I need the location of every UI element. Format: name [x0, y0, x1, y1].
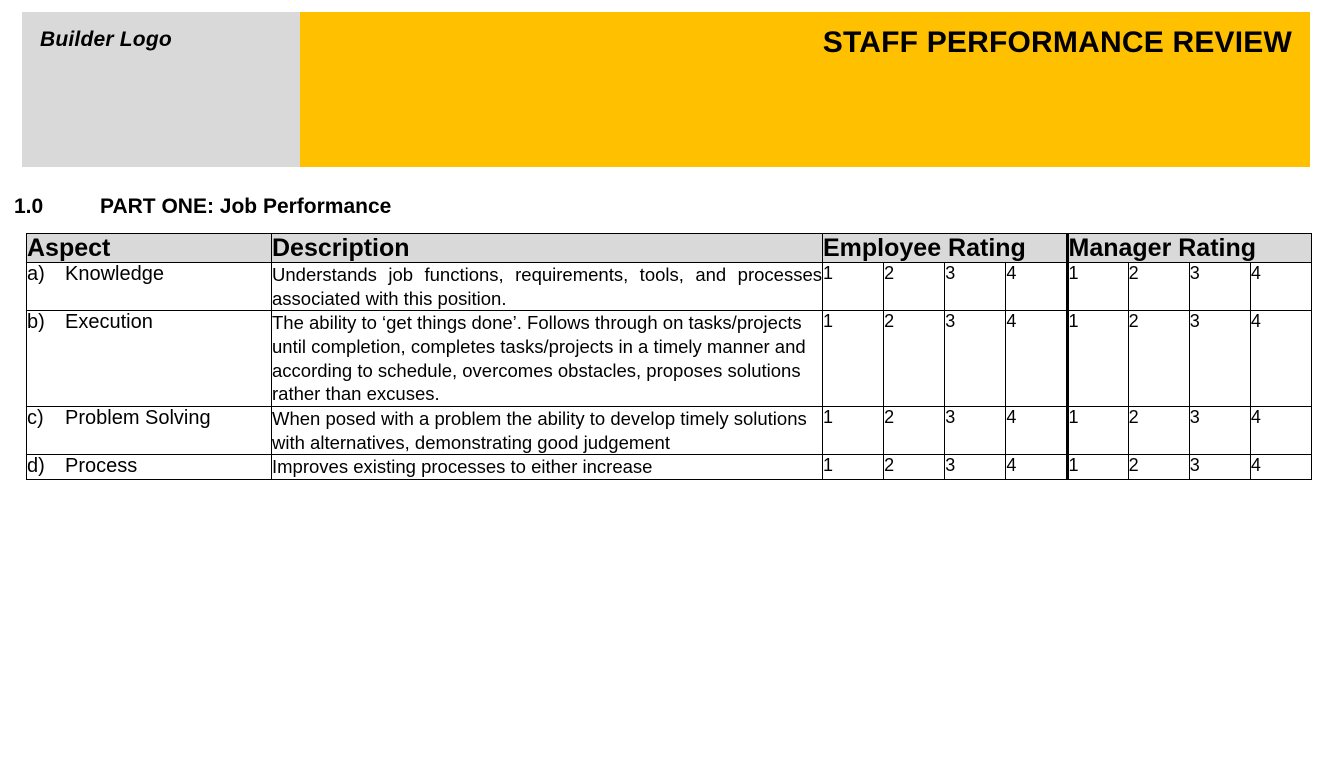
aspect-label: Knowledge [65, 263, 164, 285]
aspect-label: Execution [65, 311, 153, 334]
employee-rating-option-1[interactable]: 1 [823, 455, 884, 480]
header-manager-rating: Manager Rating [1067, 234, 1312, 263]
manager-rating-option-4[interactable]: 4 [1250, 311, 1311, 407]
table-row [27, 311, 1312, 407]
aspect-label: Problem Solving [65, 407, 211, 430]
table-row [27, 455, 1312, 480]
row-letter: a) [27, 263, 45, 285]
manager-rating-option-4[interactable]: 4 [1250, 263, 1311, 311]
employee-rating-option-3[interactable]: 3 [945, 263, 1006, 311]
section-number: 1.0 [14, 195, 44, 218]
table-header-row [27, 234, 1312, 263]
document-title: STAFF PERFORMANCE REVIEW [822, 26, 1292, 59]
employee-rating-option-3[interactable]: 3 [945, 311, 1006, 407]
row-letter: c) [27, 407, 44, 430]
employee-rating-option-4[interactable]: 4 [1006, 263, 1067, 311]
description-cell: The ability to ‘get things done’. Follows through on tasks/projects until completion, completes tasks/projects in a timely manner and according to schedule, overcomes obstacles, proposes solutions rather than excuses. [272, 311, 823, 407]
employee-rating-option-3[interactable]: 3 [945, 455, 1006, 480]
employee-rating-option-3[interactable]: 3 [945, 407, 1006, 455]
header-aspect: Aspect [27, 234, 272, 263]
employee-rating-option-1[interactable]: 1 [823, 311, 884, 407]
row-letter: d) [27, 455, 45, 478]
aspect-label: Process [65, 455, 138, 478]
aspect-cell [27, 455, 272, 480]
employee-rating-option-4[interactable]: 4 [1006, 455, 1067, 480]
manager-rating-option-2[interactable]: 2 [1128, 311, 1189, 407]
manager-rating-option-2[interactable]: 2 [1128, 263, 1189, 311]
employee-rating-option-2[interactable]: 2 [884, 311, 945, 407]
employee-rating-option-1[interactable]: 1 [823, 407, 884, 455]
manager-rating-option-3[interactable]: 3 [1189, 455, 1250, 480]
job-performance-table [26, 233, 1312, 480]
description-cell: Improves existing processes to either increase [272, 455, 823, 480]
manager-rating-option-1[interactable]: 1 [1067, 311, 1128, 407]
header-description: Description [272, 234, 823, 263]
table-row [27, 407, 1312, 455]
aspect-cell [27, 311, 272, 407]
manager-rating-option-4[interactable]: 4 [1250, 407, 1311, 455]
row-letter: b) [27, 311, 45, 334]
employee-rating-option-1[interactable]: 1 [823, 263, 884, 311]
manager-rating-option-3[interactable]: 3 [1189, 263, 1250, 311]
aspect-cell [27, 263, 272, 311]
employee-rating-option-2[interactable]: 2 [884, 455, 945, 480]
manager-rating-option-2[interactable]: 2 [1128, 455, 1189, 480]
table-row [27, 263, 1312, 311]
description-cell: When posed with a problem the ability to develop timely solutions with alternatives, demonstrating good judgement [272, 407, 823, 455]
aspect-cell [27, 407, 272, 455]
document-header [22, 12, 1310, 167]
employee-rating-option-2[interactable]: 2 [884, 407, 945, 455]
manager-rating-option-2[interactable]: 2 [1128, 407, 1189, 455]
manager-rating-option-3[interactable]: 3 [1189, 407, 1250, 455]
title-banner [300, 12, 1310, 167]
description-cell: Understands job functions, requirements, tools, and processes associated with this position. [272, 263, 823, 311]
manager-rating-option-1[interactable]: 1 [1067, 455, 1128, 480]
manager-rating-option-1[interactable]: 1 [1067, 263, 1128, 311]
header-employee-rating: Employee Rating [823, 234, 1068, 263]
section-title: PART ONE: Job Performance [100, 195, 392, 218]
employee-rating-option-2[interactable]: 2 [884, 263, 945, 311]
employee-rating-option-4[interactable]: 4 [1006, 311, 1067, 407]
manager-rating-option-4[interactable]: 4 [1250, 455, 1311, 480]
manager-rating-option-1[interactable]: 1 [1067, 407, 1128, 455]
logo-cell [22, 12, 300, 167]
section-heading [14, 195, 1334, 219]
employee-rating-option-4[interactable]: 4 [1006, 407, 1067, 455]
logo-placeholder-text: Builder Logo [40, 28, 172, 51]
manager-rating-option-3[interactable]: 3 [1189, 311, 1250, 407]
